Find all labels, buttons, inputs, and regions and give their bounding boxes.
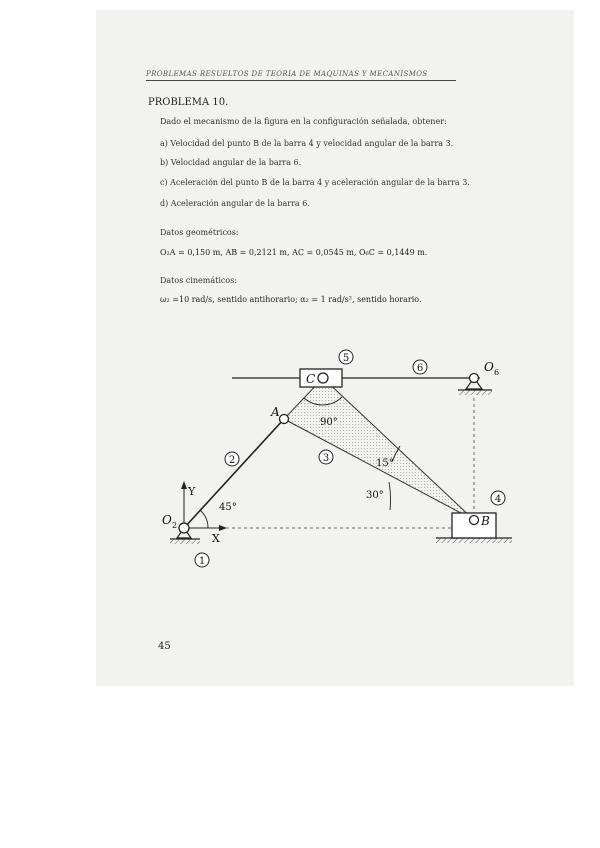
link-5-label: 5 (342, 353, 350, 364)
question-b: b) Velocidad angular de la barra 6. (160, 158, 302, 167)
angle-30-arc (389, 482, 391, 510)
point-o2-subscript: 2 (172, 521, 178, 530)
point-o2-label: O (162, 513, 172, 527)
geometric-data-values: O₂A = 0,150 m, AB = 0,2121 m, AC = 0,0545 m, O₆C = 0,1449 m. (160, 248, 428, 257)
angle-90-label: 90° (320, 417, 338, 428)
running-head: PROBLEMAS RESUELTOS DE TEORÍA DE MÁQUINAS Y MECANISMOS (146, 70, 456, 81)
x-axis-arrowhead (219, 525, 227, 531)
link-4-label: 4 (494, 494, 502, 505)
question-a: a) Velocidad del punto B de la barra 4 y velocidad angular de la barra 3. (160, 139, 454, 148)
kinematic-data-values: ω₂ =10 rad/s, sentido antihorario; α₂ = 1 rad/s², sentido horario. (160, 295, 422, 304)
problem-title: PROBLEMA 10. (148, 97, 229, 108)
point-o6-subscript: 6 (494, 368, 500, 377)
point-b-label: B (481, 514, 490, 528)
question-d: d) Aceleración angular de la barra 6. (160, 199, 310, 208)
joint-o2 (179, 523, 189, 533)
geometric-data-label: Datos geométricos: (160, 228, 239, 237)
angle-30-label: 30° (366, 490, 384, 501)
y-axis-arrowhead (181, 481, 187, 489)
angle-45-label: 45° (219, 502, 237, 513)
joint-c (318, 373, 328, 383)
point-a-label: A (271, 405, 280, 419)
page-number: 45 (158, 641, 171, 652)
joint-a (280, 415, 289, 424)
point-c-label: C (306, 372, 316, 386)
point-o6-label: O (484, 360, 494, 374)
kinematic-data-label: Datos cinemáticos: (160, 276, 238, 285)
x-axis-label: X (212, 532, 220, 545)
joint-o6 (470, 374, 479, 383)
link-1-label: 1 (198, 556, 206, 567)
angle-45-arc (200, 510, 208, 528)
angle-15-label: 15° (376, 458, 394, 469)
link-6-label: 6 (416, 363, 424, 374)
question-c: c) Aceleración del punto B de la barra 4 y aceleración angular de la barra 3. (160, 178, 470, 187)
link-2-label: 2 (228, 455, 236, 466)
link-3-label: 3 (322, 453, 330, 464)
joint-b (470, 516, 479, 525)
y-axis-label: Y (188, 485, 196, 498)
problem-intro: Dado el mecanismo de la figura en la configuración señalada, obtener: (160, 117, 447, 126)
